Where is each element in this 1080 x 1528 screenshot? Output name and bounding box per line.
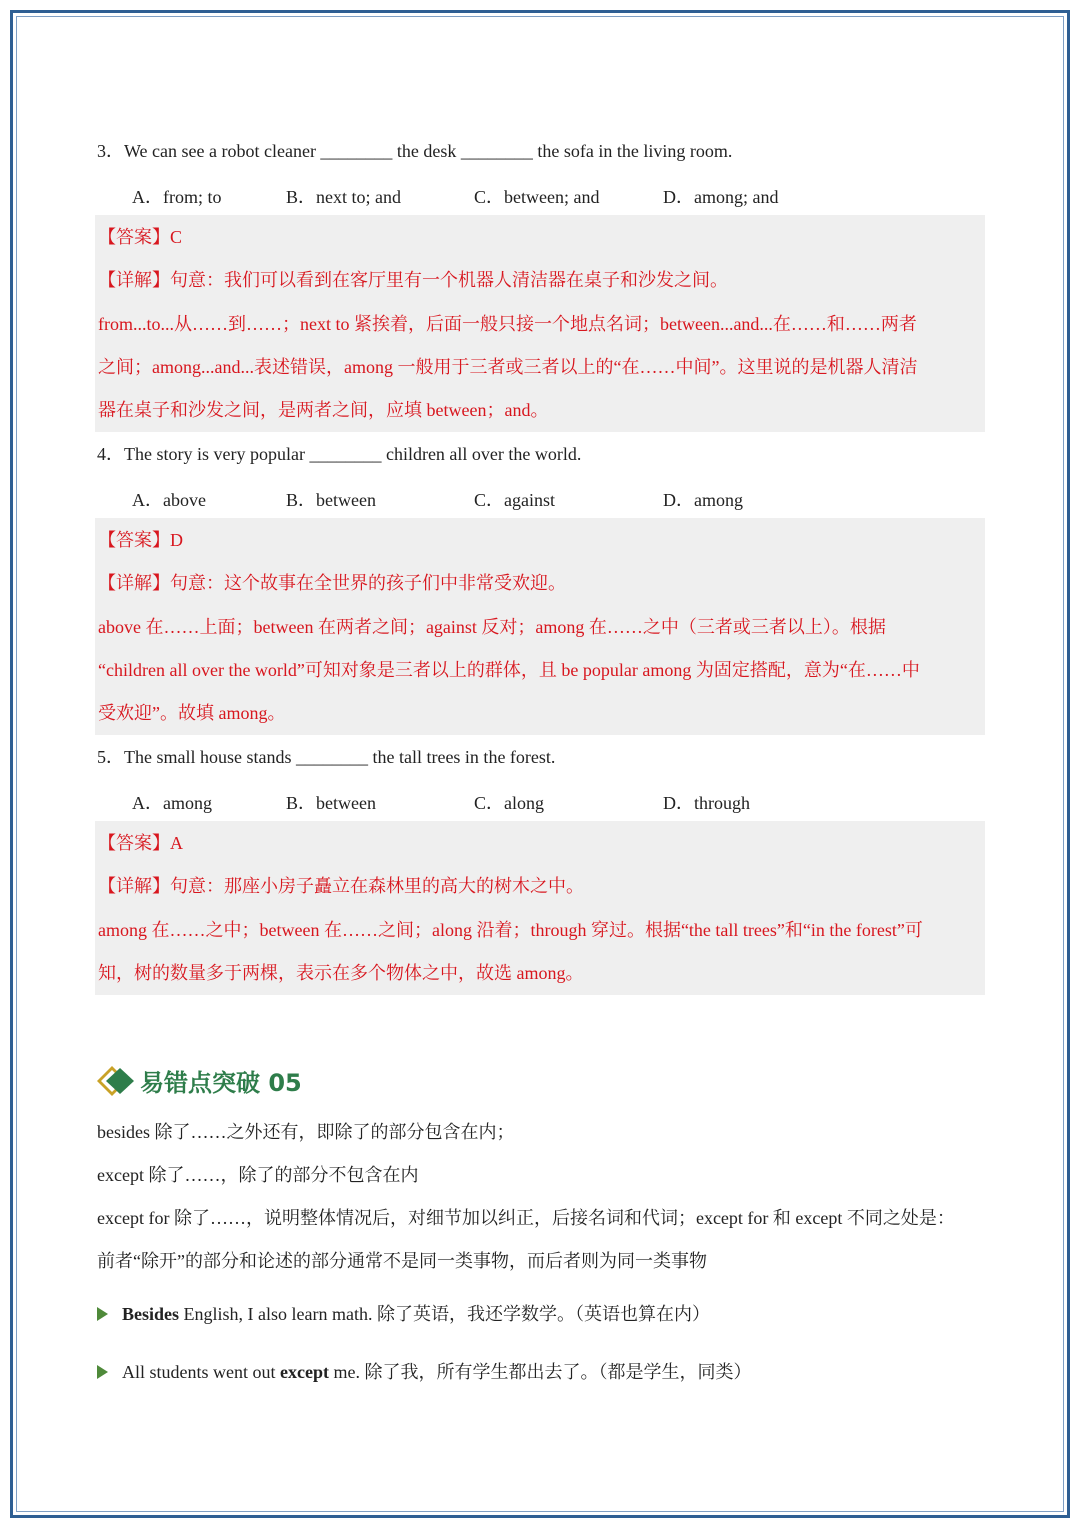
option-a: A．among xyxy=(132,793,212,813)
explanation-line: 知，树的数量多于两棵，表示在多个物体之中，故选 among。 xyxy=(98,963,584,983)
explanation-line: 【详解】句意：这个故事在全世界的孩子们中非常受欢迎。 xyxy=(98,573,566,593)
explanation-line: among 在……之中；between 在……之间；along 沿着；through 穿过。根据“the tall trees”和“in the forest”可 xyxy=(98,920,923,940)
question-5-options xyxy=(97,789,987,813)
rule-line: except for 除了……，说明整体情况后，对细节加以纠正，后接名词和代词；except for 和 except 不同之处是： xyxy=(97,1208,955,1228)
section-title: 易错点突破 05 xyxy=(140,1069,302,1097)
answer-box-3 xyxy=(95,215,985,432)
answer-key: 【答案】A xyxy=(98,833,183,853)
option-d: D．among; and xyxy=(663,187,779,207)
rule-line: 前者“除开”的部分和论述的部分通常不是同一类事物，而后者则为同一类事物 xyxy=(97,1251,707,1271)
triangle-bullet-icon xyxy=(97,1307,108,1321)
triangle-bullet-icon xyxy=(97,1365,108,1379)
question-3-options xyxy=(97,183,987,207)
option-a: A．above xyxy=(132,490,206,510)
option-c: C．between; and xyxy=(474,187,600,207)
option-b: B．between xyxy=(286,490,376,510)
answer-key: 【答案】D xyxy=(98,530,183,550)
explanation-line: from...to...从……到……；next to 紧挨着，后面一般只接一个地点名词；between...and...在……和……两者 xyxy=(98,314,917,334)
rule-line: besides 除了……之外还有，即除了的部分包含在内； xyxy=(97,1122,515,1142)
option-b: B．next to; and xyxy=(286,187,401,207)
section-heading xyxy=(96,1064,496,1102)
explanation-line: “children all over the world”可知对象是三者以上的群体，且 be popular among 为固定搭配，意为“在……中 xyxy=(98,660,920,680)
answer-box-5 xyxy=(95,821,985,995)
example-text: me. 除了我，所有学生都出去了。（都是学生，同类） xyxy=(328,1362,752,1382)
option-d: D．through xyxy=(663,793,750,813)
answer-box-4 xyxy=(95,518,985,735)
option-c: C．along xyxy=(474,793,544,813)
example-except xyxy=(97,1361,751,1383)
question-5: 5．The small house stands ________ the tall trees in the forest. xyxy=(97,747,556,767)
answer-key: 【答案】C xyxy=(98,227,183,247)
explanation-line: above 在……上面；between 在两者之间；against 反对；among 在……之中（三者或三者以上）。根据 xyxy=(98,617,886,637)
example-text-pre: All students went out xyxy=(122,1362,280,1382)
example-besides xyxy=(97,1303,710,1325)
explanation-line: 器在桌子和沙发之间，是两者之间，应填 between；and。 xyxy=(98,400,549,420)
diamond-icon xyxy=(96,1064,138,1100)
question-4: 4．The story is very popular ________ children all over the world. xyxy=(97,444,582,464)
option-c: C．against xyxy=(474,490,555,510)
option-d: D．among xyxy=(663,490,743,510)
question-3: 3．We can see a robot cleaner ________ the desk ________ the sofa in the living room. xyxy=(97,141,733,161)
example-text: English, I also learn math. 除了英语，我还学数学。（英语也算在内） xyxy=(179,1304,710,1324)
explanation-line: 【详解】句意：我们可以看到在客厅里有一个机器人清洁器在桌子和沙发之间。 xyxy=(98,270,728,290)
keyword-except: except xyxy=(280,1362,329,1382)
question-4-options xyxy=(97,486,987,510)
option-b: B．between xyxy=(286,793,376,813)
rule-line: except 除了……，除了的部分不包含在内 xyxy=(97,1165,419,1185)
explanation-line: 之间；among...and...表述错误，among 一般用于三者或三者以上的“在……中间”。这里说的是机器人清洁 xyxy=(98,357,918,377)
option-a: A．from; to xyxy=(132,187,222,207)
explanation-line: 受欢迎”。故填 among。 xyxy=(98,703,286,723)
explanation-line: 【详解】句意：那座小房子矗立在森林里的高大的树木之中。 xyxy=(98,876,584,896)
keyword-besides: Besides xyxy=(122,1304,180,1324)
